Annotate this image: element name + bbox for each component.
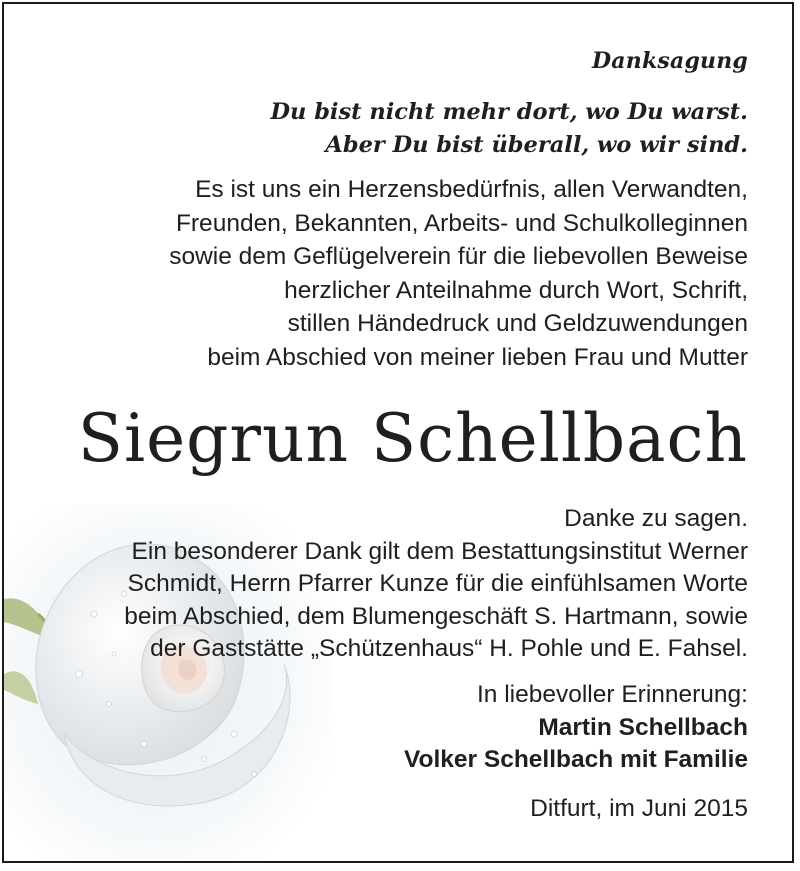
deceased-name: Siegrun Schellbach <box>77 400 748 477</box>
obituary-notice <box>2 2 794 863</box>
intro-line: beim Abschied von meiner lieben Frau und Mutter <box>207 343 748 371</box>
signatory: Volker Schellbach mit Familie <box>403 746 748 773</box>
thanks-line: der Gaststätte „Schützenhaus“ H. Pohle und E. Fahsel. <box>150 635 748 662</box>
closing-block <box>404 679 748 777</box>
intro-line: herzlicher Anteilnahme durch Wort, Schrift, <box>284 276 748 304</box>
intro-line: stillen Händedruck und Geldzuwendungen <box>287 310 748 337</box>
thanks-line: beim Abschied, dem Blumengeschäft S. Hartmann, sowie <box>124 602 748 630</box>
thanks-line: Schmidt, Herrn Pfarrer Kunze für die einfühlsamen Worte <box>127 570 748 597</box>
place-date: Ditfurt, im Juni 2015 <box>530 795 748 822</box>
thanks-line: Ein besonderer Dank gilt dem Bestattungsinstitut Werner <box>131 537 748 565</box>
intro-paragraph <box>169 173 748 374</box>
remembrance-text: In liebevoller Erinnerung: <box>476 681 748 708</box>
intro-line: sowie dem Geflügelverein für die liebevollen Beweise <box>169 243 748 270</box>
intro-line: Es ist uns ein Herzensbedürfnis, allen Verwandten, <box>195 176 748 203</box>
signatory: Martin Schellbach <box>538 713 748 741</box>
notice-title: Danksagung <box>592 48 748 74</box>
thanks-line: Danke zu sagen. <box>564 505 748 532</box>
motto-line: Aber Du bist überall, wo wir sind. <box>325 132 748 158</box>
intro-line: Freunden, Bekannten, Arbeits- und Schulkolleginnen <box>175 209 748 237</box>
motto-line: Du bist nicht mehr dort, wo Du warst. <box>270 99 748 125</box>
thanks-paragraph <box>124 503 748 666</box>
motto <box>271 96 749 162</box>
